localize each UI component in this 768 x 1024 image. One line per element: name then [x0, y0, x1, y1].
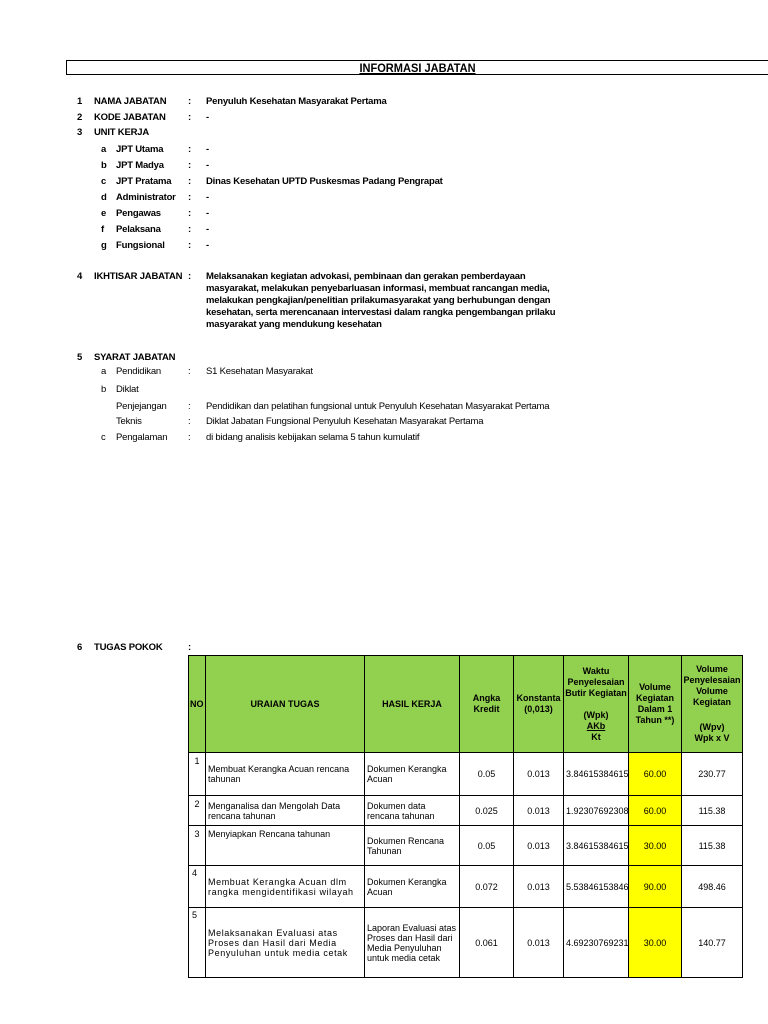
- unit-label: JPT Madya: [116, 160, 164, 171]
- item-number: 1: [77, 96, 83, 107]
- cell-uraian: Membuat Kerangka Acuan rencana tahunan: [206, 753, 365, 796]
- table-header-row: [189, 656, 743, 753]
- item-number: 2: [77, 112, 83, 123]
- unit-letter: c: [101, 176, 107, 187]
- header-waktu-title: Waktu Penyelesaian Butir Kegiatan: [565, 665, 627, 698]
- unit-label: Fungsional: [116, 240, 165, 251]
- syarat-colon: :: [188, 366, 191, 377]
- cell-no: 4: [189, 866, 206, 908]
- unit-label: Pelaksana: [116, 224, 161, 235]
- item-number: 6: [77, 642, 83, 653]
- cell-hasil: Dokumen Kerangka Acuan: [365, 866, 460, 908]
- header-volume-penyelesaian: [682, 656, 743, 753]
- cell-volume: 90.00: [629, 866, 682, 908]
- header-no: NO: [189, 656, 206, 753]
- unit-colon: :: [188, 160, 191, 171]
- tugas-pokok-table: [188, 655, 743, 978]
- syarat-letter: a: [101, 366, 107, 377]
- cell-wpv: 140.77: [682, 908, 743, 978]
- syarat-value: di bidang analisis kebijakan selama 5 tahun kumulatif: [206, 432, 420, 443]
- item-colon: :: [188, 96, 191, 107]
- item-colon: :: [188, 271, 191, 282]
- item-number: 5: [77, 352, 83, 363]
- unit-colon: :: [188, 240, 191, 251]
- cell-angka: 0.072: [460, 866, 514, 908]
- syarat-label: Penjejangan: [116, 401, 167, 412]
- cell-uraian: Membuat Kerangka Acuan dlm rangka mengidentifikasi wilayah: [206, 866, 365, 908]
- item-colon: :: [188, 112, 191, 123]
- header-hasil-kerja: HASIL KERJA: [365, 656, 460, 753]
- table-row: [189, 753, 743, 796]
- unit-value: -: [206, 224, 209, 235]
- item-label: SYARAT JABATAN: [94, 352, 176, 363]
- header-waktu-penyelesaian: [564, 656, 629, 753]
- unit-value: -: [206, 144, 209, 155]
- unit-colon: :: [188, 224, 191, 235]
- syarat-label: Teknis: [116, 416, 142, 427]
- unit-colon: :: [188, 192, 191, 203]
- unit-label: Administrator: [116, 192, 176, 203]
- header-vpv-title: Volume Penyelesaian Volume Kegiatan: [683, 664, 741, 707]
- unit-colon: :: [188, 208, 191, 219]
- cell-uraian: Menyiapkan Rencana tahunan: [206, 826, 365, 866]
- cell-no: 1: [189, 753, 206, 796]
- cell-wpv: 115.38: [682, 826, 743, 866]
- unit-label: Pengawas: [116, 208, 161, 219]
- cell-volume: 60.00: [629, 796, 682, 826]
- cell-angka: 0.061: [460, 908, 514, 978]
- syarat-label: Pendidikan: [116, 366, 162, 377]
- item-number: 3: [77, 127, 83, 138]
- unit-letter: d: [101, 192, 107, 203]
- ikhtisar-text: Melaksanakan kegiatan advokasi, pembinaan dan gerakan pemberdayaan masyarakat, melakukan penyebarluasan informasi, membuat rancangan media, melakukan pengkajian/penelitian prilakumasyarakat yang berhubungan dengan kesehatan, serta merencanaan intervestasi dalam rangka pengembangan prilaku masyarakat yang mendukung kesehatan: [206, 271, 556, 330]
- cell-hasil: Dokumen Rencana Tahunan: [365, 826, 460, 866]
- unit-value: -: [206, 192, 209, 203]
- cell-konstanta: 0.013: [514, 866, 564, 908]
- cell-no: 2: [189, 796, 206, 826]
- item-label: NAMA JABATAN: [94, 96, 167, 107]
- unit-colon: :: [188, 176, 191, 187]
- item-number: 4: [77, 271, 83, 282]
- cell-wpv: 230.77: [682, 753, 743, 796]
- cell-hasil: Dokumen Kerangka Acuan: [365, 753, 460, 796]
- header-vpv-wpv: (Wpv): [699, 722, 725, 732]
- unit-value: Dinas Kesehatan UPTD Puskesmas Padang Pengrapat: [206, 176, 443, 187]
- cell-hasil: Laporan Evaluasi atas Proses dan Hasil dari Media Penyuluhan untuk media cetak: [365, 908, 460, 978]
- page-title: INFORMASI JABATAN: [359, 61, 476, 75]
- header-uraian-tugas: URAIAN TUGAS: [206, 656, 365, 753]
- table-row: [189, 826, 743, 866]
- header-waktu-kt: Kt: [591, 731, 601, 742]
- item-label: TUGAS POKOK: [94, 642, 163, 653]
- cell-waktu: 3.84615384615: [564, 826, 629, 866]
- item-value: -: [206, 112, 209, 123]
- cell-no: 3: [189, 826, 206, 866]
- table-row: [189, 796, 743, 826]
- unit-value: -: [206, 160, 209, 171]
- cell-uraian: Melaksanakan Evaluasi atas Proses dan Hasil dari Media Penyuluhan untuk media cetak: [206, 908, 365, 978]
- syarat-letter: b: [101, 384, 107, 395]
- cell-angka: 0.05: [460, 753, 514, 796]
- cell-angka: 0.05: [460, 826, 514, 866]
- table-row: [189, 866, 743, 908]
- unit-letter: a: [101, 144, 107, 155]
- item-label: IKHTISAR JABATAN: [94, 271, 183, 282]
- cell-waktu: 5.53846153846: [564, 866, 629, 908]
- header-volume-kegiatan: Volume Kegiatan Dalam 1 Tahun **): [629, 656, 682, 753]
- header-waktu-akb: AKb: [586, 720, 606, 731]
- syarat-letter: c: [101, 432, 106, 443]
- unit-label: JPT Pratama: [116, 176, 172, 187]
- cell-no: 5: [189, 908, 206, 978]
- syarat-value: Diklat Jabatan Fungsional Penyuluh Kesehatan Masyarakat Pertama: [206, 416, 484, 427]
- cell-waktu: 4.69230769231: [564, 908, 629, 978]
- cell-hasil: Dokumen data rencana tahunan: [365, 796, 460, 826]
- syarat-value: Pendidikan dan pelatihan fungsional untuk Penyuluh Kesehatan Masyarakat Pertama: [206, 401, 550, 412]
- cell-angka: 0.025: [460, 796, 514, 826]
- header-vpv-formula: Wpk x V: [694, 733, 730, 743]
- syarat-colon: :: [188, 401, 191, 412]
- unit-letter: g: [101, 240, 107, 251]
- cell-waktu: 3.84615384615: [564, 753, 629, 796]
- cell-konstanta: 0.013: [514, 753, 564, 796]
- syarat-colon: :: [188, 416, 191, 427]
- item-colon: :: [188, 642, 191, 653]
- unit-value: -: [206, 208, 209, 219]
- table-row: [189, 908, 743, 978]
- item-value: Penyuluh Kesehatan Masyarakat Pertama: [206, 96, 387, 107]
- item-label: KODE JABATAN: [94, 112, 166, 123]
- header-konstanta: Konstanta (0,013): [514, 656, 564, 753]
- cell-konstanta: 0.013: [514, 826, 564, 866]
- syarat-value: S1 Kesehatan Masyarakat: [206, 366, 313, 377]
- title-bar: [66, 60, 768, 75]
- cell-volume: 60.00: [629, 753, 682, 796]
- syarat-colon: :: [188, 432, 191, 443]
- syarat-label: Diklat: [116, 384, 139, 395]
- cell-uraian: Menganalisa dan Mengolah Data rencana tahunan: [206, 796, 365, 826]
- unit-letter: b: [101, 160, 107, 171]
- cell-konstanta: 0.013: [514, 796, 564, 826]
- cell-volume: 30.00: [629, 908, 682, 978]
- cell-konstanta: 0.013: [514, 908, 564, 978]
- cell-wpv: 498.46: [682, 866, 743, 908]
- unit-letter: e: [101, 208, 107, 219]
- header-angka-kredit: Angka Kredit: [460, 656, 514, 753]
- unit-letter: f: [101, 224, 104, 235]
- unit-colon: :: [188, 144, 191, 155]
- cell-wpv: 115.38: [682, 796, 743, 826]
- unit-value: -: [206, 240, 209, 251]
- header-waktu-wpk: (Wpk): [583, 709, 609, 720]
- unit-label: JPT Utama: [116, 144, 164, 155]
- cell-waktu: 1.92307692308: [564, 796, 629, 826]
- syarat-label: Pengalaman: [116, 432, 168, 443]
- item-label: UNIT KERJA: [94, 127, 150, 138]
- cell-volume: 30.00: [629, 826, 682, 866]
